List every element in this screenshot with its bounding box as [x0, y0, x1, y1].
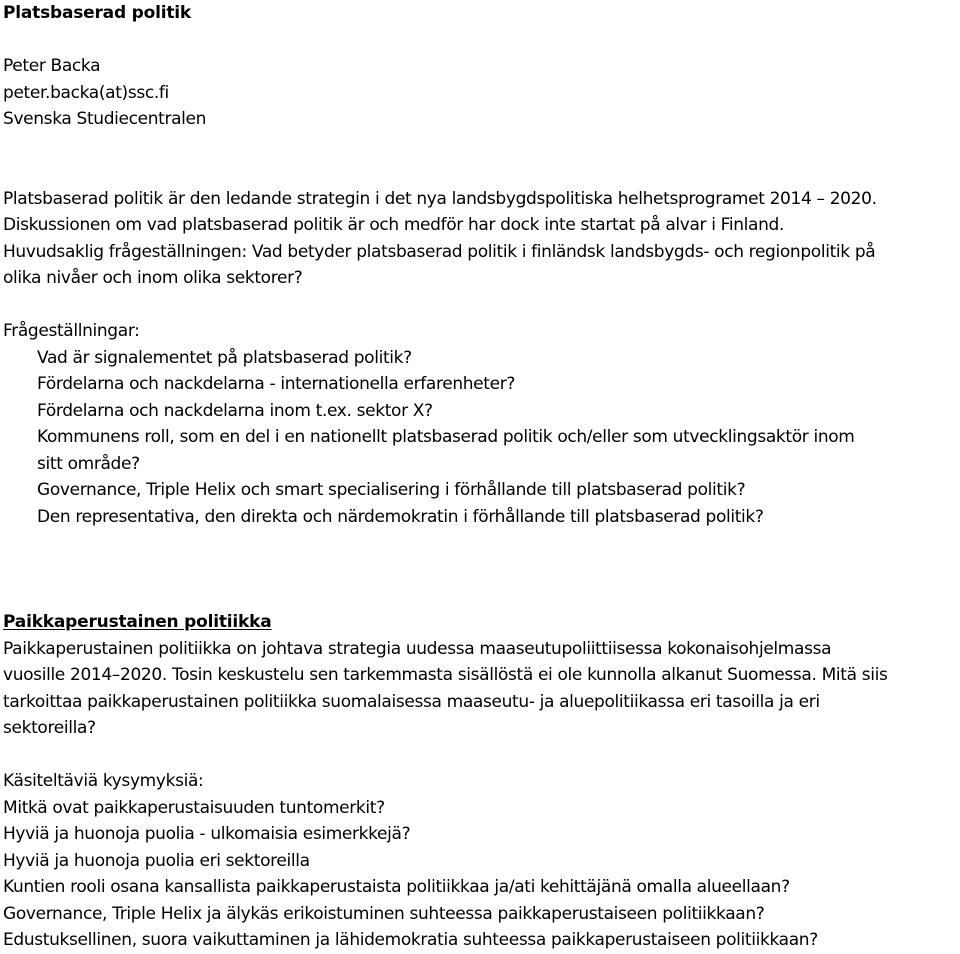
- author-name: Peter Backa: [3, 56, 101, 76]
- swedish-question: Governance, Triple Helix och smart specialisering i förhållande till platsbaserad politik?: [37, 480, 746, 500]
- swedish-question: Fördelarna och nackdelarna - internationella erfarenheter?: [37, 374, 516, 394]
- swedish-intro-line: Platsbaserad politik är den ledande strategin i det nya landsbygdspolitiska helhetsprogramet 2014 – 2020.: [3, 188, 877, 209]
- finnish-question: Hyviä ja huonoja puolia eri sektoreilla: [3, 850, 310, 871]
- document-page: [3, 0, 958, 954]
- swedish-question: Den representativa, den direkta och närdemokratin i förhållande till platsbaserad politik?: [37, 506, 764, 527]
- spacer: [3, 292, 958, 319]
- finnish-intro-line: sektoreilla?: [3, 718, 96, 738]
- finnish-question: Governance, Triple Helix ja älykäs erikoistuminen suhteessa paikkaperustaiseen politiikkaan?: [3, 903, 765, 924]
- spacer: [3, 27, 958, 54]
- spacer: [3, 133, 958, 186]
- finnish-question: Mitkä ovat paikkaperustaisuuden tuntomerkit?: [3, 797, 385, 818]
- swedish-question: Vad är signalementet på platsbaserad politik?: [37, 347, 412, 368]
- spacer: [3, 530, 958, 583]
- finnish-intro-line: Paikkaperustainen politiikka on johtava strategia uudessa maaseutupoliittiisessa kokonaisohjelmassa: [3, 638, 832, 659]
- finnish-questions-heading: Käsiteltäviä kysymyksiä:: [3, 771, 204, 791]
- spacer: [3, 742, 958, 769]
- swedish-intro-line: Diskussionen om vad platsbaserad politik är och medför har dock inte startat på alvar i Finland.: [3, 215, 785, 235]
- author-organization: Svenska Studiecentralen: [3, 109, 207, 129]
- swedish-questions-heading: Frågeställningar:: [3, 321, 140, 341]
- spacer: [3, 583, 958, 609]
- swedish-title: Platsbaserad politik: [3, 3, 191, 23]
- swedish-question: sitt område?: [37, 453, 140, 474]
- author-email: peter.backa(at)ssc.fi: [3, 82, 169, 103]
- swedish-intro-line: olika nivåer och inom olika sektorer?: [3, 268, 303, 288]
- finnish-intro-line: vuosille 2014–2020. Tosin keskustelu sen tarkemmasta sisällöstä ei ole kunnolla alkanut Suomessa. Mitä siis: [3, 665, 888, 685]
- finnish-title: Paikkaperustainen politiikka: [3, 612, 272, 632]
- swedish-question: Fördelarna och nackdelarna inom t.ex. sektor X?: [37, 400, 433, 421]
- finnish-question: Kuntien rooli osana kansallista paikkaperustaista politiikkaa ja/ati kehittäjänä omalla alueellaan?: [3, 877, 790, 897]
- finnish-intro-line: tarkoittaa paikkaperustainen politiikka suomalaisessa maaseutu- ja aluepolitiikassa eri tasoilla ja eri: [3, 691, 820, 712]
- finnish-question: Hyviä ja huonoja puolia - ulkomaisia esimerkkejä?: [3, 824, 411, 844]
- finnish-question: Edustuksellinen, suora vaikuttaminen ja lähidemokratia suhteessa paikkaperustaiseen politiikkaan?: [3, 930, 818, 950]
- swedish-question: Kommunens roll, som en del i en nationellt platsbaserad politik och/eller som utvecklingsaktör inom: [37, 427, 855, 447]
- swedish-intro-line: Huvudsaklig frågeställningen: Vad betyder platsbaserad politik i finländsk landsbygds- och regionpolitik på: [3, 241, 876, 262]
